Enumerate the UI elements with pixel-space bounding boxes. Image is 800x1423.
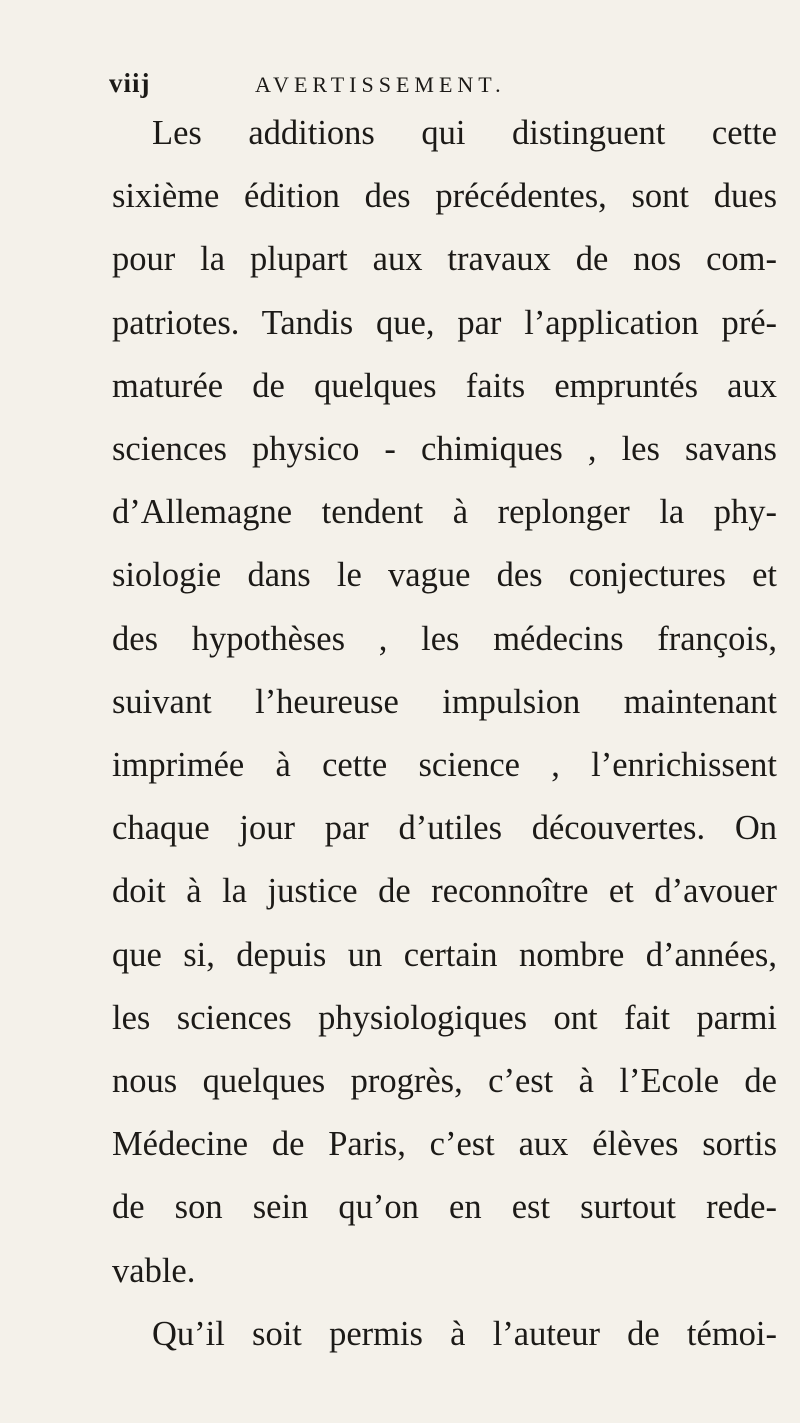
text-line: siologie dans le vague des conjectures et [112,556,777,595]
text-line: doit à la justice de reconnoître et d’avouer [112,872,777,911]
text-line: sciences physico - chimiques , les savans [112,430,777,469]
text-line: imprimée à cette science , l’enrichissent [112,746,777,785]
text-line: Médecine de Paris, c’est aux élèves sortis [112,1125,777,1164]
page-number: viij [109,68,151,98]
text-line: sixième édition des précédentes, sont dues [112,177,777,216]
text-line: des hypothèses , les médecins françois, [112,619,777,658]
text-line: suivant l’heureuse impulsion maintenant [112,682,777,721]
text-line: les sciences physiologiques ont fait parmi [112,998,777,1037]
text-line: vable. [112,1251,196,1290]
text-line: nous quelques progrès, c’est à l’Ecole de [112,1062,777,1101]
body-text [112,102,777,1366]
text-line: chaque jour par d’utiles découvertes. On [112,809,777,848]
text-line: que si, depuis un certain nombre d’années, [112,935,777,974]
text-line: de son sein qu’on en est surtout rede- [112,1188,777,1227]
text-line: maturée de quelques faits empruntés aux [112,366,777,405]
text-line: patriotes. Tandis que, par l’application pré- [112,303,777,342]
running-title: AVERTISSEMENT. [255,72,506,97]
text-line: pour la plupart aux travaux de nos com- [112,240,777,279]
text-line: Les additions qui distinguent cette [152,114,777,152]
text-line: d’Allemagne tendent à replonger la phy- [112,493,777,532]
text-line: Qu’il soit permis à l’auteur de témoi- [152,1314,777,1353]
